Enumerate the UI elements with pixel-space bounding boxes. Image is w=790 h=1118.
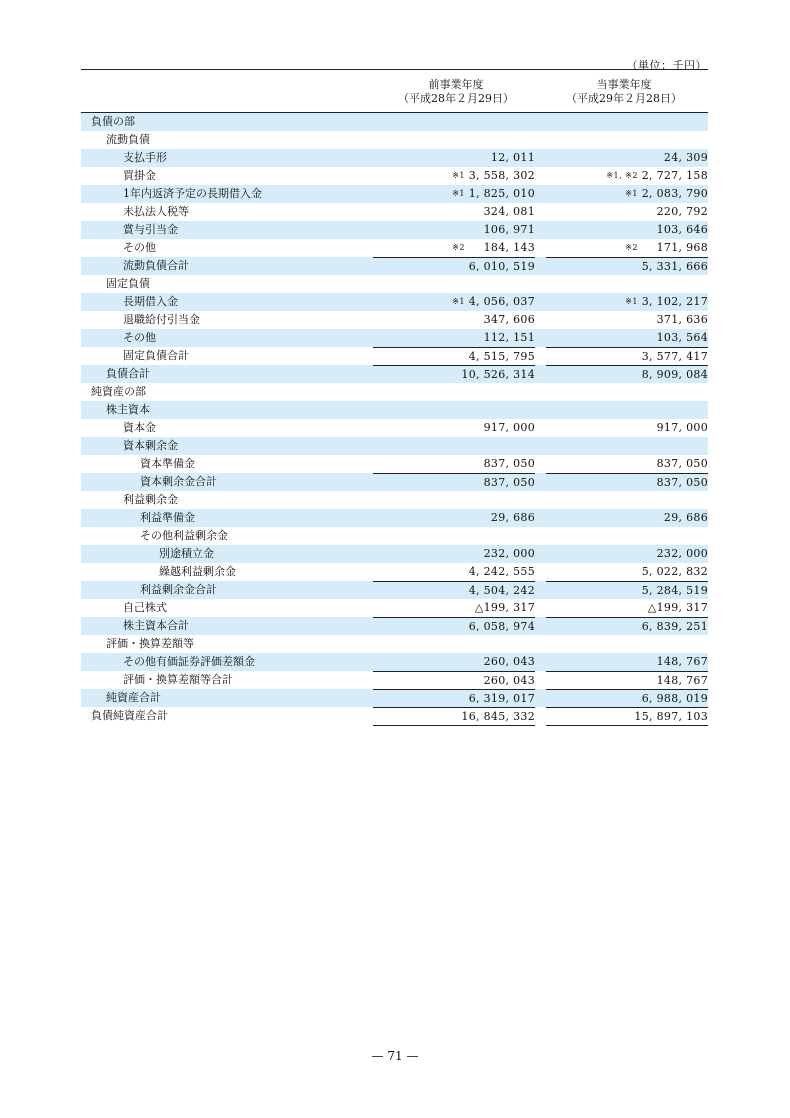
prior-year-cell xyxy=(373,239,535,257)
prior-year-cell xyxy=(373,419,535,437)
table-row xyxy=(81,167,708,185)
prior-year-cell xyxy=(373,509,535,527)
row-label: 流動負債合計 xyxy=(123,259,189,272)
current-year-cell xyxy=(546,401,708,419)
footnote-mark: ※2 xyxy=(625,243,638,252)
prior-year-value: 112, 151 xyxy=(483,331,535,344)
row-label: 買掛金 xyxy=(123,169,156,182)
table-row xyxy=(81,653,708,671)
table-row xyxy=(81,401,708,419)
current-year-value: 148, 767 xyxy=(656,674,708,687)
current-year-value: 3, 102, 217 xyxy=(641,295,708,308)
table-row xyxy=(81,185,708,203)
current-year-cell xyxy=(546,203,708,221)
table-row xyxy=(81,473,708,491)
top-rule xyxy=(81,69,708,70)
current-year-value: 29, 686 xyxy=(663,511,708,524)
current-year-value: 3, 577, 417 xyxy=(641,350,708,363)
table-row xyxy=(81,527,708,545)
prior-year-cell xyxy=(373,671,535,689)
row-label: 流動負債 xyxy=(106,133,150,146)
current-year-cell xyxy=(546,635,708,653)
prior-year-value: 6, 319, 017 xyxy=(468,692,535,705)
row-label: 利益準備金 xyxy=(140,511,195,524)
row-label: 負債合計 xyxy=(106,367,150,380)
prior-year-cell xyxy=(373,275,535,293)
column-header xyxy=(81,76,708,113)
table-row xyxy=(81,257,708,275)
prior-year-value: 837, 050 xyxy=(483,476,535,489)
current-year-cell xyxy=(546,275,708,293)
row-label: 別途積立金 xyxy=(159,547,214,560)
prior-year-value: 4, 504, 242 xyxy=(468,584,535,597)
prior-year-title: 前事業年度 xyxy=(428,78,484,91)
prior-year-cell xyxy=(373,347,535,365)
prior-year-cell xyxy=(373,599,535,617)
current-year-cell xyxy=(546,383,708,401)
prior-year-value: 12, 011 xyxy=(490,151,535,164)
table-row xyxy=(81,203,708,221)
prior-year-cell xyxy=(373,383,535,401)
prior-year-cell xyxy=(373,149,535,167)
prior-year-value: 184, 143 xyxy=(483,241,535,254)
prior-year-cell xyxy=(373,203,535,221)
current-year-value: 837, 050 xyxy=(656,457,708,470)
prior-year-value: 1, 825, 010 xyxy=(468,187,535,200)
row-label: 評価・換算差額等 xyxy=(106,637,194,650)
row-label: 繰越利益剰余金 xyxy=(159,565,236,578)
table-row xyxy=(81,689,708,707)
current-year-cell xyxy=(546,113,708,131)
balance-sheet-table xyxy=(81,113,708,725)
table-row xyxy=(81,635,708,653)
current-year-cell xyxy=(546,149,708,167)
row-label: 賞与引当金 xyxy=(123,223,178,236)
current-year-value: 5, 331, 666 xyxy=(641,260,708,273)
row-label: その他有価証券評価差額金 xyxy=(123,655,255,668)
row-label: その他 xyxy=(123,331,156,344)
footnote-mark: ※1 xyxy=(625,189,638,198)
unit-label: （単位：千円） xyxy=(626,59,707,72)
prior-year-value: 4, 056, 037 xyxy=(468,295,535,308)
current-year-value: 2, 727, 158 xyxy=(641,169,708,182)
current-year-cell xyxy=(546,671,708,689)
table-row xyxy=(81,149,708,167)
table-row xyxy=(81,293,708,311)
current-year-cell xyxy=(546,527,708,545)
prior-year-header xyxy=(371,78,541,106)
table-row xyxy=(81,383,708,401)
row-label: 株主資本 xyxy=(106,403,150,416)
current-year-value: 148, 767 xyxy=(656,655,708,668)
current-year-cell xyxy=(546,311,708,329)
table-row xyxy=(81,239,708,257)
table-row xyxy=(81,365,708,383)
prior-year-cell xyxy=(373,167,535,185)
current-year-cell xyxy=(546,185,708,203)
prior-year-cell xyxy=(373,653,535,671)
prior-year-cell xyxy=(373,293,535,311)
prior-year-cell xyxy=(373,311,535,329)
current-year-cell xyxy=(546,563,708,581)
prior-year-cell xyxy=(373,437,535,455)
prior-year-value: 3, 558, 302 xyxy=(468,169,535,182)
table-row xyxy=(81,131,708,149)
current-year-value: 6, 988, 019 xyxy=(641,692,708,705)
current-year-cell xyxy=(546,599,708,617)
page-number: — 71 — xyxy=(371,1049,419,1063)
prior-year-value: 917, 000 xyxy=(483,421,535,434)
prior-year-value: △199, 317 xyxy=(474,601,535,614)
row-label: 未払法人税等 xyxy=(123,205,189,218)
row-label: 固定負債 xyxy=(106,277,150,290)
current-year-cell xyxy=(546,167,708,185)
prior-year-value: 260, 043 xyxy=(483,674,535,687)
table-row xyxy=(81,347,708,365)
prior-year-period: （平成28年２月29日） xyxy=(398,92,514,105)
row-label: 資本金 xyxy=(123,421,156,434)
current-year-cell xyxy=(546,419,708,437)
current-year-value: 6, 839, 251 xyxy=(641,620,708,633)
current-year-cell xyxy=(546,707,708,726)
current-year-cell xyxy=(546,491,708,509)
current-year-value: 5, 022, 832 xyxy=(641,565,708,578)
table-row xyxy=(81,707,708,725)
current-year-value: 103, 646 xyxy=(656,223,708,236)
table-row xyxy=(81,221,708,239)
prior-year-value: 16, 845, 332 xyxy=(461,710,535,723)
table-row xyxy=(81,455,708,473)
row-label: 1年内返済予定の長期借入金 xyxy=(123,187,262,200)
prior-year-cell xyxy=(373,185,535,203)
current-year-value: 8, 909, 084 xyxy=(641,368,708,381)
table-row xyxy=(81,545,708,563)
current-year-value: 220, 792 xyxy=(656,205,708,218)
prior-year-cell xyxy=(373,545,535,563)
prior-year-value: 106, 971 xyxy=(483,223,535,236)
table-row xyxy=(81,311,708,329)
row-label: 資本剰余金合計 xyxy=(140,475,217,488)
current-year-cell xyxy=(546,365,708,383)
footnote-mark: ※1, ※2 xyxy=(606,171,638,180)
row-label: その他利益剰余金 xyxy=(140,529,228,542)
table-row xyxy=(81,419,708,437)
row-label: 固定負債合計 xyxy=(123,349,189,362)
prior-year-value: 29, 686 xyxy=(490,511,535,524)
prior-year-cell xyxy=(373,257,535,275)
row-label: 純資産合計 xyxy=(106,691,161,704)
table-row xyxy=(81,599,708,617)
current-year-cell xyxy=(546,239,708,257)
current-year-cell xyxy=(546,455,708,473)
prior-year-cell xyxy=(373,563,535,581)
prior-year-cell xyxy=(373,527,535,545)
current-year-value: 24, 309 xyxy=(663,151,708,164)
current-year-cell xyxy=(546,473,708,491)
current-year-value: 232, 000 xyxy=(656,547,708,560)
table-row xyxy=(81,329,708,347)
table-row xyxy=(81,437,708,455)
row-label: 株主資本合計 xyxy=(123,619,189,632)
row-label: 利益剰余金 xyxy=(123,493,178,506)
footnote-mark: ※1 xyxy=(625,297,638,306)
current-year-value: △199, 317 xyxy=(647,601,708,614)
current-year-cell xyxy=(546,653,708,671)
table-row xyxy=(81,491,708,509)
current-year-cell xyxy=(546,437,708,455)
prior-year-cell xyxy=(373,689,535,707)
current-year-cell xyxy=(546,689,708,707)
footnote-mark: ※1 xyxy=(452,171,465,180)
row-label: 退職給付引当金 xyxy=(123,313,200,326)
current-year-cell xyxy=(546,293,708,311)
prior-year-cell xyxy=(373,635,535,653)
row-label: 資本剰余金 xyxy=(123,439,178,452)
current-year-value: 15, 897, 103 xyxy=(634,710,708,723)
prior-year-cell xyxy=(373,617,535,635)
prior-year-cell xyxy=(373,491,535,509)
row-label: 負債純資産合計 xyxy=(91,709,168,722)
prior-year-value: 10, 526, 314 xyxy=(461,368,535,381)
current-year-value: 171, 968 xyxy=(656,241,708,254)
prior-year-value: 6, 010, 519 xyxy=(468,260,535,273)
prior-year-cell xyxy=(373,329,535,347)
row-label: その他 xyxy=(123,241,156,254)
current-year-period: （平成29年２月28日） xyxy=(566,92,682,105)
prior-year-cell xyxy=(373,581,535,599)
current-year-cell xyxy=(546,617,708,635)
row-label: 長期借入金 xyxy=(123,295,178,308)
table-row xyxy=(81,671,708,689)
current-year-value: 103, 564 xyxy=(656,331,708,344)
prior-year-value: 347, 606 xyxy=(483,313,535,326)
prior-year-cell xyxy=(373,401,535,419)
row-label: 評価・換算差額等合計 xyxy=(123,673,233,686)
current-year-title: 当事業年度 xyxy=(596,78,652,91)
prior-year-cell xyxy=(373,113,535,131)
prior-year-cell xyxy=(373,707,535,726)
footnote-mark: ※1 xyxy=(452,297,465,306)
footnote-mark: ※1 xyxy=(452,189,465,198)
current-year-value: 917, 000 xyxy=(656,421,708,434)
footnote-mark: ※2 xyxy=(452,243,465,252)
prior-year-cell xyxy=(373,455,535,473)
table-row xyxy=(81,563,708,581)
prior-year-value: 6, 058, 974 xyxy=(468,620,535,633)
prior-year-value: 837, 050 xyxy=(483,457,535,470)
row-label: 利益剰余金合計 xyxy=(140,583,217,596)
current-year-cell xyxy=(546,347,708,365)
table-row xyxy=(81,617,708,635)
prior-year-cell xyxy=(373,473,535,491)
prior-year-value: 324, 081 xyxy=(483,205,535,218)
prior-year-cell xyxy=(373,365,535,383)
current-year-cell xyxy=(546,221,708,239)
prior-year-value: 260, 043 xyxy=(483,655,535,668)
current-year-cell xyxy=(546,329,708,347)
current-year-value: 5, 284, 519 xyxy=(641,584,708,597)
table-row xyxy=(81,509,708,527)
current-year-value: 837, 050 xyxy=(656,476,708,489)
current-year-cell xyxy=(546,545,708,563)
row-label: 自己株式 xyxy=(123,601,167,614)
current-year-value: 371, 636 xyxy=(656,313,708,326)
current-year-header xyxy=(539,78,709,106)
current-year-value: 2, 083, 790 xyxy=(641,187,708,200)
prior-year-cell xyxy=(373,131,535,149)
prior-year-value: 4, 515, 795 xyxy=(468,350,535,363)
table-row xyxy=(81,275,708,293)
row-label: 負債の部 xyxy=(91,115,135,128)
table-row xyxy=(81,113,708,131)
current-year-cell xyxy=(546,257,708,275)
current-year-cell xyxy=(546,581,708,599)
table-row xyxy=(81,581,708,599)
row-label: 資本準備金 xyxy=(140,457,195,470)
current-year-cell xyxy=(546,509,708,527)
row-label: 純資産の部 xyxy=(91,385,146,398)
prior-year-value: 4, 242, 555 xyxy=(468,565,535,578)
prior-year-cell xyxy=(373,221,535,239)
current-year-cell xyxy=(546,131,708,149)
prior-year-value: 232, 000 xyxy=(483,547,535,560)
row-label: 支払手形 xyxy=(123,151,167,164)
